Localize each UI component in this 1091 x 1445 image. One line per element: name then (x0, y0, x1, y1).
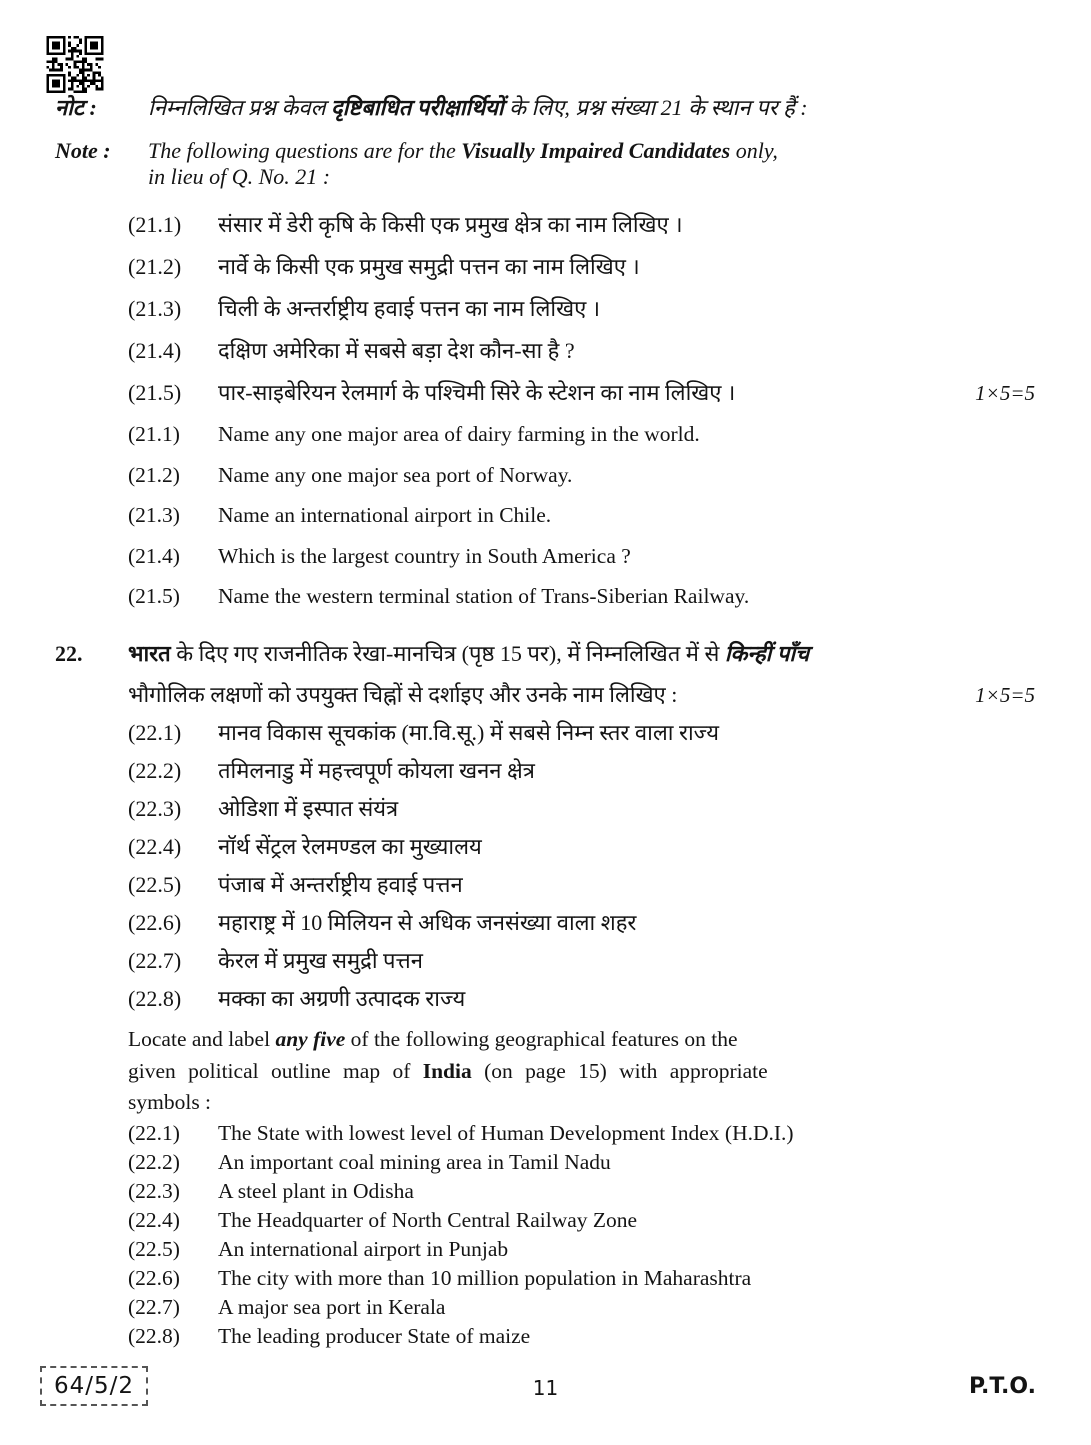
question-item (128, 717, 1035, 755)
marks-label: 1×5=5 (975, 683, 1035, 707)
question-number: (21.1) (128, 212, 182, 237)
question-number: (22.4) (128, 1208, 180, 1232)
q21-hindi-list (55, 209, 1035, 419)
question-text: The State with lowest level of Human Development Index (H.D.I.) (218, 1121, 794, 1145)
question-number: (22.6) (128, 1266, 180, 1290)
q21-english-list (55, 422, 1035, 625)
question-item (128, 983, 1035, 1021)
question-number: (22.8) (128, 986, 182, 1011)
question-item (128, 463, 1035, 504)
question-item (128, 422, 1035, 463)
note-english-text: The following questions are for the Visually Impaired Candidates only, (148, 138, 778, 163)
question-text: तमिलनाडु में महत्त्वपूर्ण कोयला खनन क्षेत्र (218, 758, 535, 783)
question-text: Name any one major area of dairy farming in the world. (218, 422, 700, 446)
question-text: केरल में प्रमुख समुद्री पत्तन (218, 948, 423, 973)
question-text: An important coal mining area in Tamil Nadu (218, 1150, 611, 1174)
question-number: (22.3) (128, 1179, 180, 1203)
note-hindi-label: नोट : (55, 95, 97, 120)
question-number: (21.2) (128, 254, 182, 279)
qr-code (45, 36, 105, 93)
q22-english-intro-line1: Locate and label any five of the following geographical features on the (128, 1027, 738, 1051)
question-text: पार-साइबेरियन रेलमार्ग के पश्चिमी सिरे के स्टेशन का नाम लिखिए । (218, 380, 736, 405)
question-item (128, 1237, 1035, 1266)
question-item (128, 755, 1035, 793)
question-number: (22.3) (128, 796, 182, 821)
question-item (128, 1179, 1035, 1208)
question-item (128, 584, 1035, 625)
question-number: (22.1) (128, 1121, 180, 1145)
question-number: (22.5) (128, 1237, 180, 1261)
question-item (128, 1295, 1035, 1324)
question-item (128, 503, 1035, 544)
question-text: संसार में डेरी कृषि के किसी एक प्रमुख क्षेत्र का नाम लिखिए । (218, 212, 683, 237)
question-item (128, 293, 1035, 335)
question-text: मक्का का अग्रणी उत्पादक राज्य (218, 986, 466, 1011)
question-text: दक्षिण अमेरिका में सबसे बड़ा देश कौन-सा है ? (218, 338, 575, 363)
question-22-number: 22. (55, 641, 83, 666)
question-text: Name the western terminal station of Trans-Siberian Railway. (218, 584, 750, 608)
q22-english-intro (55, 1024, 1035, 1119)
question-text: Which is the largest country in South America ? (218, 543, 631, 568)
question-text: The Headquarter of North Central Railway Zone (218, 1208, 638, 1232)
question-number: (21.2) (128, 462, 180, 487)
question-number: (22.7) (128, 948, 182, 973)
question-text: Name an international airport in Chile. (218, 503, 552, 527)
question-number: (22.2) (128, 1150, 180, 1174)
question-item (128, 1208, 1035, 1237)
q22-hindi-list (55, 717, 1035, 1021)
marks-label: 1×5=5 (975, 381, 1035, 405)
page-number: 11 (532, 1376, 559, 1400)
question-text: A steel plant in Odisha (218, 1179, 414, 1203)
question-number: (21.4) (128, 338, 182, 363)
question-number: (21.3) (128, 296, 182, 321)
q22-english-intro-line2: given political outline map of India (on page 15) with appropriate (128, 1058, 768, 1083)
q22-english-list (55, 1121, 1035, 1353)
question-item (128, 945, 1035, 983)
question-text: पंजाब में अन्तर्राष्ट्रीय हवाई पत्तन (218, 872, 463, 897)
question-text: Name any one major sea port of Norway. (218, 462, 573, 487)
qr-code-graphic (45, 36, 105, 93)
question-number: (22.2) (128, 758, 182, 783)
question-number: (21.5) (128, 380, 182, 405)
q22-heading (55, 633, 1035, 716)
question-text: चिली के अन्तर्राष्ट्रीय हवाई पत्तन का नाम लिखिए । (218, 296, 601, 321)
paper-code-box: 64/5/2 (40, 1366, 148, 1406)
question-number: (21.3) (128, 503, 180, 527)
question-item (128, 831, 1035, 869)
question-item (128, 793, 1035, 831)
question-item (128, 1121, 1035, 1150)
question-item (128, 907, 1035, 945)
question-text: The leading producer State of maize (218, 1324, 531, 1348)
question-text: A major sea port in Kerala (218, 1295, 446, 1319)
note-hindi-text: निम्नलिखित प्रश्न केवल दृष्टिबाधित परीक्षार्थियों के लिए, प्रश्न संख्या 21 के स्थान पर हैं : (148, 95, 808, 120)
question-text: ओडिशा में इस्पात संयंत्र (218, 796, 399, 821)
question-number: (22.7) (128, 1295, 180, 1319)
q22-english-intro-line3: symbols : (128, 1090, 212, 1114)
question-item (128, 251, 1035, 293)
q22-hindi-line2: भौगोलिक लक्षणों को उपयुक्त चिह्नों से दर्शाइए और उनके नाम लिखिए : (128, 682, 678, 707)
question-item (128, 209, 1035, 251)
question-number: (21.4) (128, 543, 180, 568)
question-number: (22.8) (128, 1324, 180, 1348)
question-text: मानव विकास सूचकांक (मा.वि.सू.) में सबसे निम्न स्तर वाला राज्य (218, 720, 720, 745)
note-hindi (55, 92, 1035, 122)
note-english-line2: in lieu of Q. No. 21 : (148, 164, 331, 189)
question-item (128, 377, 1035, 419)
question-number: (22.5) (128, 872, 182, 897)
note-english (55, 138, 1035, 190)
question-number: (21.5) (128, 584, 180, 608)
question-text: नॉर्थ सेंट्रल रेलमण्डल का मुख्यालय (218, 834, 482, 859)
question-text: नार्वे के किसी एक प्रमुख समुद्री पत्तन का नाम लिखिए । (218, 254, 640, 279)
question-text: महाराष्ट्र में 10 मिलियन से अधिक जनसंख्या वाला शहर (218, 910, 637, 935)
question-item (128, 1266, 1035, 1295)
question-item (128, 1324, 1035, 1353)
question-item (128, 544, 1035, 585)
pto-label: P.T.O. (968, 1374, 1036, 1399)
question-number: (22.4) (128, 834, 182, 859)
question-item (128, 1150, 1035, 1179)
question-number: (21.1) (128, 422, 180, 446)
question-item (128, 335, 1035, 377)
question-text: An international airport in Punjab (218, 1237, 509, 1261)
question-item (128, 869, 1035, 907)
q22-hindi-line1: भारत के दिए गए राजनीतिक रेखा-मानचित्र (पृष्ठ 15 पर), में निम्नलिखित में से किन्हीं पाँच (128, 641, 810, 666)
question-number: (22.6) (128, 910, 182, 935)
note-english-label: Note : (55, 138, 111, 163)
question-text: The city with more than 10 million population in Maharashtra (218, 1266, 752, 1290)
question-number: (22.1) (128, 720, 182, 745)
q22-hindi-intro (128, 633, 1035, 716)
